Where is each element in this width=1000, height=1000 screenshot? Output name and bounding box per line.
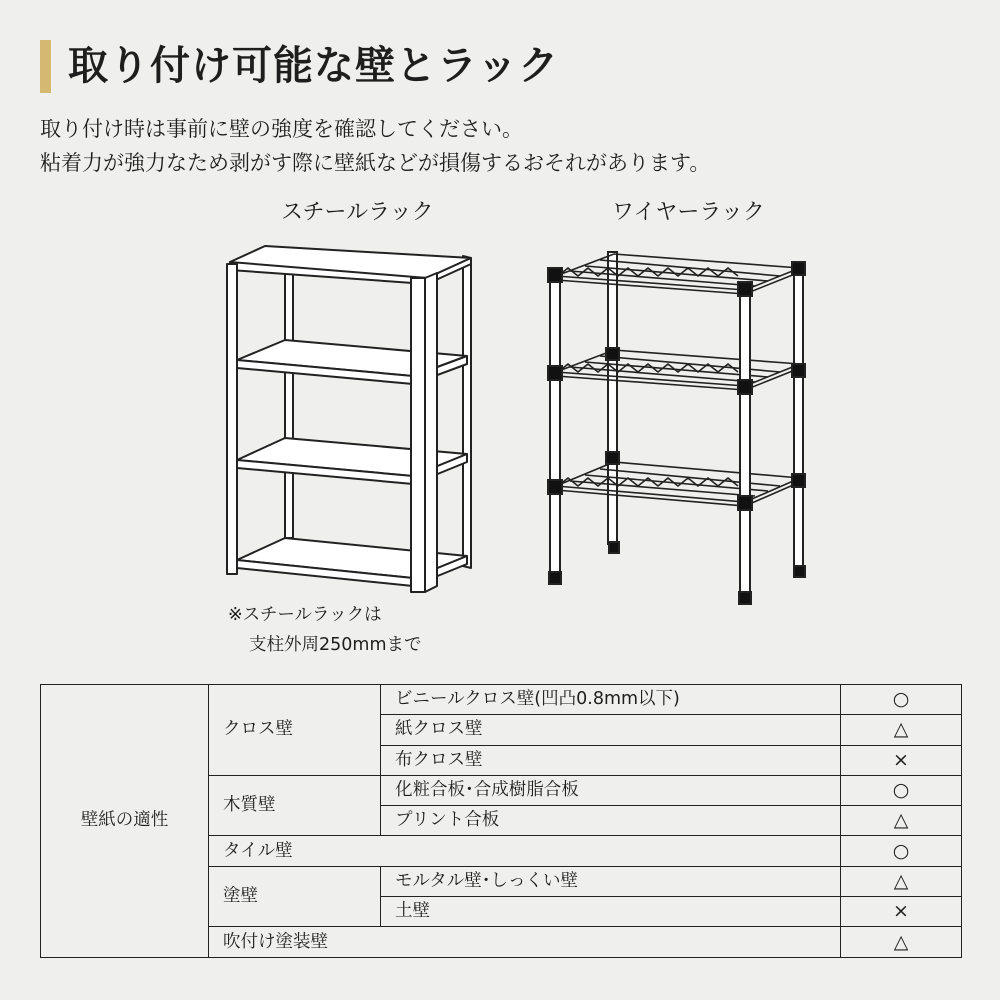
suitability-mark: △ bbox=[841, 806, 962, 836]
suitability-mark: △ bbox=[841, 927, 962, 957]
wall-group-tile: タイル壁 bbox=[209, 836, 841, 866]
suitability-mark: ○ bbox=[841, 775, 962, 805]
suitability-mark: × bbox=[841, 897, 962, 927]
intro-line-2: 粘着力が強力なため剥がす際に壁紙などが損傷するおそれがあります。 bbox=[40, 151, 711, 175]
page-title: 取り付け可能な壁とラック bbox=[68, 43, 560, 89]
intro-line-1: 取り付け時は事前に壁の強度を確認してください。 bbox=[40, 117, 523, 141]
wall-type-cell: モルタル壁･しっくい壁 bbox=[381, 866, 841, 896]
wall-type-cell: 化粧合板･合成樹脂合板 bbox=[381, 775, 841, 805]
suitability-mark: ○ bbox=[841, 836, 962, 866]
suitability-mark: △ bbox=[841, 866, 962, 896]
suitability-mark: ○ bbox=[841, 685, 962, 715]
wall-type-cell: ビニールクロス壁(凹凸0.8mm以下) bbox=[381, 685, 841, 715]
wall-type-cell: 布クロス壁 bbox=[381, 745, 841, 775]
wire-rack-label: ワイヤーラック bbox=[612, 200, 765, 225]
title-accent-bar bbox=[40, 40, 51, 93]
suitability-mark: × bbox=[841, 745, 962, 775]
table-row bbox=[41, 685, 962, 715]
wall-suitability-table bbox=[40, 684, 962, 958]
wall-group-sprayed: 吹付け塗装壁 bbox=[209, 927, 841, 957]
wall-group-wood: 木質壁 bbox=[209, 775, 381, 836]
suitability-mark: △ bbox=[841, 715, 962, 745]
intro-text bbox=[40, 112, 710, 180]
steel-rack-label: スチールラック bbox=[281, 200, 434, 225]
note-line-1: ※スチールラックは bbox=[228, 605, 382, 625]
wire-rack-illustration bbox=[540, 240, 815, 610]
wall-type-cell: プリント合板 bbox=[381, 806, 841, 836]
wall-group-cloth: クロス壁 bbox=[209, 685, 381, 776]
note-line-2: 支柱外周250mmまで bbox=[249, 635, 422, 655]
steel-rack-illustration bbox=[215, 238, 485, 598]
steel-rack-note bbox=[228, 600, 422, 660]
wall-type-cell: 紙クロス壁 bbox=[381, 715, 841, 745]
wall-group-plaster: 塗壁 bbox=[209, 866, 381, 927]
table-header-cell: 壁紙の適性 bbox=[41, 685, 209, 958]
wall-type-cell: 土壁 bbox=[381, 897, 841, 927]
